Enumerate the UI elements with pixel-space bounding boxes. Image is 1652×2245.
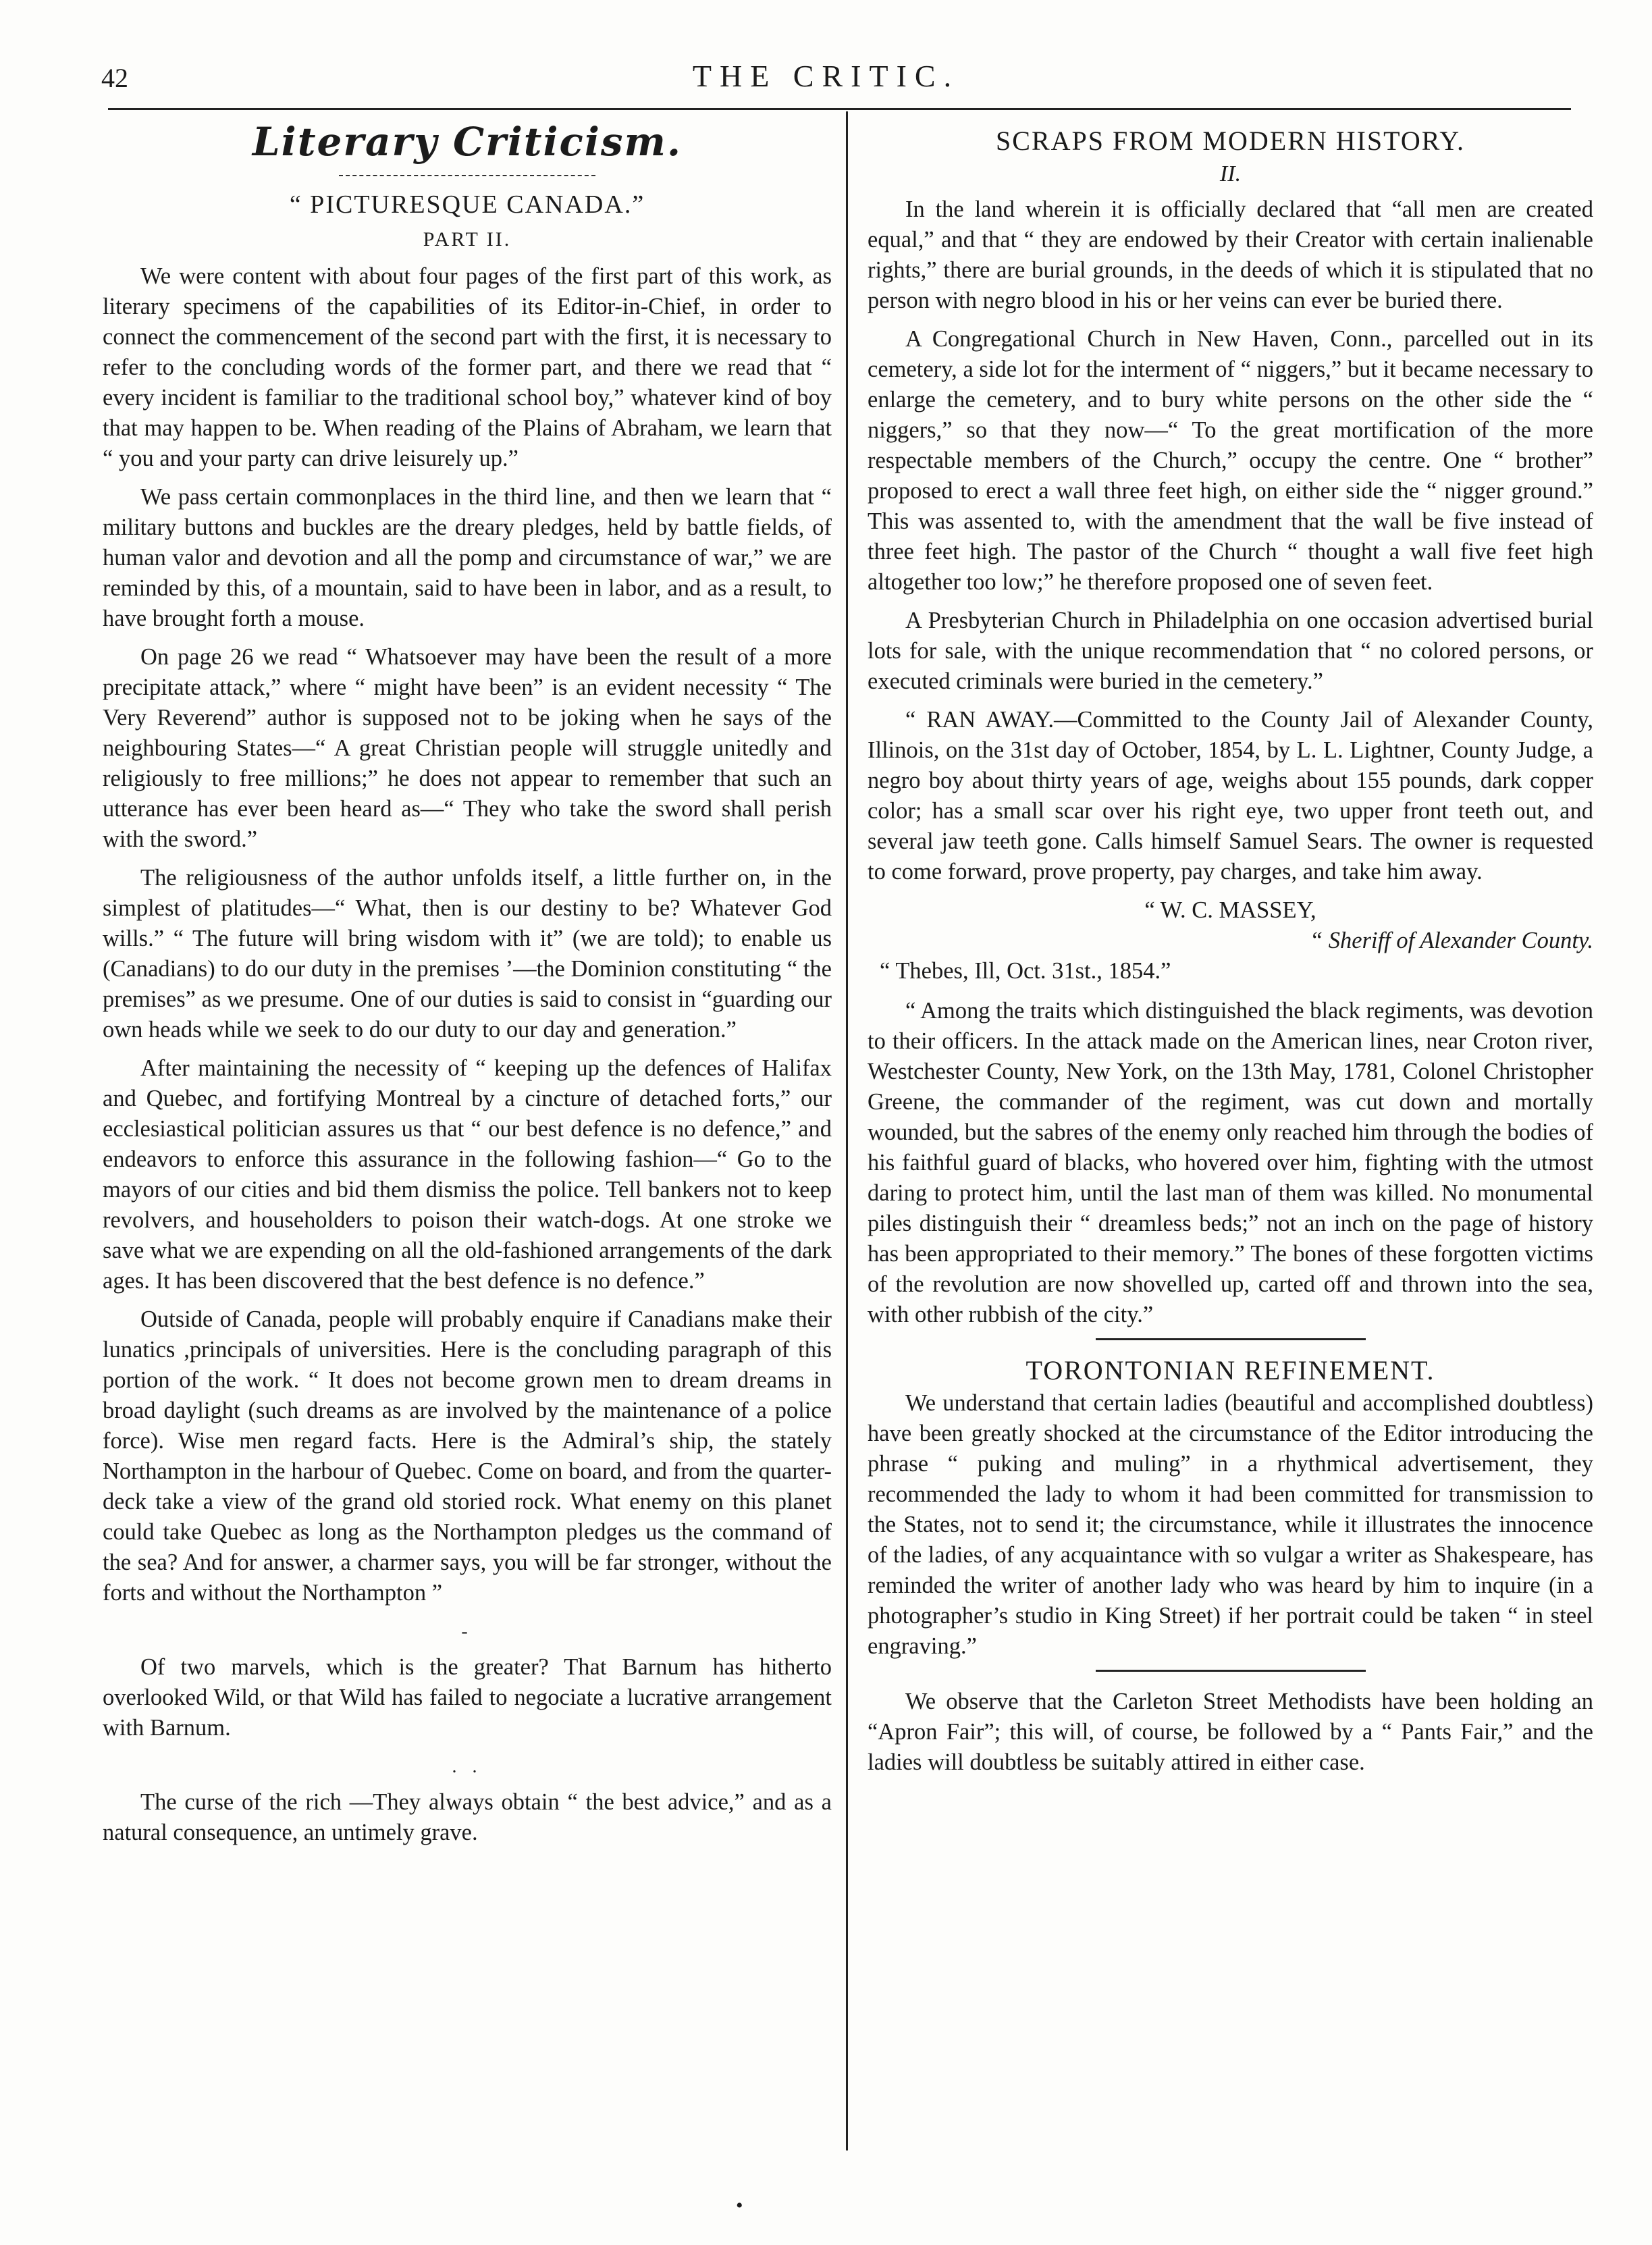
paragraph: The curse of the rich —They always obtain “ the best advice,” and as a natural consequence, an untimely grave. xyxy=(103,1789,832,1845)
separator-dots: . . xyxy=(452,1756,483,1777)
paragraph: “ Among the traits which distinguished the black regiments, was devotion to their officers. In the attack made on the American lines, near Croton river, Westchester County, New York, on the 13th May, 1781, Colonel Christopher Greene, the commander of the regiment, was cut down and mortally wounded, but the sabres of the enemy only reached him through the bodies of his faithful guard of blacks, who hovered over him, fighting with the utmost daring to protect him, until the last man of them was killed. No monumental piles distinguish their “ dreamless beds;” not an inch on the page of history has been appropriated to their memory.” The bones of these forgotten victims of the revolution are now shovelled up, carted off and thrown into the sea, with other rubbish of the city.” xyxy=(868,998,1593,1327)
paragraph: We were content with about four pages of the first part of this work, as literary specimens of the capabilities of its Editor-in-Chief, in order to connect the commencement of the second part with the first, it is necessary to refer to the concluding words of the former part, and there we read that “ every incident is familiar to the traditional school boy,” whatever kind of boy that may happen to be. When reading of the Plains of Abraham, we learn that “ you and your party can drive leisurely up.” xyxy=(103,263,832,471)
column-divider xyxy=(846,111,848,2150)
section-title: Literary Criticism. xyxy=(252,119,683,165)
paragraph: We understand that certain ladies (beautiful and accomplished doubtless) have been greatly shocked at the circumstance of the Editor introducing the phrase “ puking and muling” in a rhythmical advertisement, they recommended the lady to whom it had been committed for transmission to the States, not to send it; the circumstance, while it illustrates the innocence of the ladies, of any acquaintance with so vulgar a writer as Shakespeare, has reminded the writer of another lady who was heard by him to inquire (in a photographer’s studio in King Street) if her portrait could be taken “ in steel engraving.” xyxy=(868,1390,1593,1659)
paragraph: We observe that the Carleton Street Methodists have been holding an “Apron Fair”; this will, of course, be followed by a “ Pants Fair,” and the ladies will doubtless be suitably attired in either case. xyxy=(868,1689,1593,1775)
paragraph: A Congregational Church in New Haven, Conn., parcelled out in its cemetery, a side lot for the interment of “ niggers,” but it became necessary to enlarge the cemetery, and to bury white persons on the other side the “ niggers,” so that they now—“ To the great mortification of the more respectable members of the Church,” occupy the centre. One “ brother” proposed to erect a wall three feet high, on either side the “ nigger ground.” This was assented to, with the amendment that the wall be five instead of three feet high. The pastor of the Church “ thought a wall five feet high altogether too low;” he therefore proposed one of seven feet. xyxy=(868,326,1593,595)
paragraph: Outside of Canada, people will probably enquire if Canadians make their lunatics ,principals of universities. Here is the concluding paragraph of this portion of the work. “ It does not become grown men to dream dreams in broad daylight (such dreams as are involved by the maintenance of a police force). Wise men regard facts. Here is the Admiral’s ship, the stately Northampton in the harbour of Quebec. Come on board, and from the quarter-deck take a view of the grand old storied rock. What enemy on this planet could take Quebec as long as the Northampton pledges us the command of the sea? And for answer, a charmer says, you will be far stronger, without the forts and without the Northampton ” xyxy=(103,1306,832,1606)
separator-dash: - xyxy=(461,1621,473,1642)
masthead-title: THE CRITIC. xyxy=(692,59,960,93)
article-part-scraps: II. xyxy=(1219,161,1242,186)
article-rule xyxy=(1096,1338,1366,1340)
article-rule xyxy=(1096,1670,1366,1672)
paragraph: In the land wherein it is officially declared that “all men are created equal,” and that “ they are endowed by their Creator with certain inalienable rights,” there are burial grounds, in the deeds of which it is stipulated that no person with negro blood in his or her veins can ever be buried there. xyxy=(868,196,1593,313)
right-column xyxy=(868,120,1593,1786)
section-rule xyxy=(339,175,595,176)
bottom-mark: • xyxy=(736,2194,743,2217)
paragraph: Of two marvels, which is the greater? That Barnum has hitherto overlooked Wild, or that Wild has failed to negociate a lucrative arrangement with Barnum. xyxy=(103,1654,832,1741)
paragraph: After maintaining the necessity of “ keeping up the defences of Halifax and Quebec, and fortifying Montreal by a cincture of detached forts,” our ecclesiastical politician assures us that “ our best defence is no defence,” and endeavors to enforce this assurance in the following fashion—“ Go to the mayors of our cities and bid them dismiss the police. Tell bankers not to keep revolvers, and householders to poison their watch-dogs. At one stroke we save what we are expending on all the old-fashioned arrangements of the dark ages. It has been discovered that the best defence is no defence.” xyxy=(103,1055,832,1294)
article-title-torontonian: TORONTONIAN REFINEMENT. xyxy=(1025,1355,1435,1385)
article-title-scraps: SCRAPS FROM MODERN HISTORY. xyxy=(996,126,1465,156)
article-title: “ PICTURESQUE CANADA.” xyxy=(289,190,645,219)
left-column xyxy=(103,120,832,1856)
top-rule xyxy=(108,108,1571,110)
page-number: 42 xyxy=(101,63,128,93)
signature-name: “ W. C. MASSEY, xyxy=(1144,897,1316,923)
signature-place: “ Thebes, Ill, Oct. 31st., 1854.” xyxy=(880,958,1171,984)
paragraph: On page 26 we read “ Whatsoever may have been the result of a more precipitate attack,” where “ might have been” is an evident necessity “ The Very Reverend” author is supposed not to be joking when he says of the neighbouring States—“ A great Christian people will struggle unitedly and religiously to free millions;” he does not appear to remember that such an utterance has ever been heard as—“ They who take the sword shall perish with the sword.” xyxy=(103,644,832,852)
signature-title: “ Sheriff of Alexander County. xyxy=(1309,928,1593,953)
paragraph: “ RAN AWAY.—Committed to the County Jail of Alexander County, Illinois, on the 31st day of October, 1854, by L. L. Lightner, County Judge, a negro boy about thirty years of age, weighs about 155 pounds, dark copper color; has a small scar over his right eye, two upper front teeth out, and several jaw teeth gone. Calls himself Samuel Sears. The owner is requested to come forward, prove property, pay charges, and take him away. xyxy=(868,707,1593,884)
article-part: PART II. xyxy=(423,228,512,250)
paragraph: We pass certain commonplaces in the third line, and then we learn that “ military buttons and buckles are the dreary pledges, held by battle fields, of human valor and devotion and all the pomp and circumstance of war,” we are reminded by this, of a mountain, said to have been in labor, and as a result, to have brought forth a mouse. xyxy=(103,484,832,631)
paragraph: A Presbyterian Church in Philadelphia on one occasion advertised burial lots for sale, with the unique recommendation that “ no colored persons, or executed criminals were buried in the cemetery.” xyxy=(868,608,1593,694)
paragraph: The religiousness of the author unfolds itself, a little further on, in the simplest of platitudes—“ What, then is our destiny to be? Whatever God wills.” “ The future will bring wisdom with it” (we are told); to enable us (Canadians) to do our duty in the premises ’—the Dominion constituting “ the premises” as we presume. One of our duties is said to consist in “guarding our own heads while we seek to do our duty to our day and generation.” xyxy=(103,865,832,1042)
